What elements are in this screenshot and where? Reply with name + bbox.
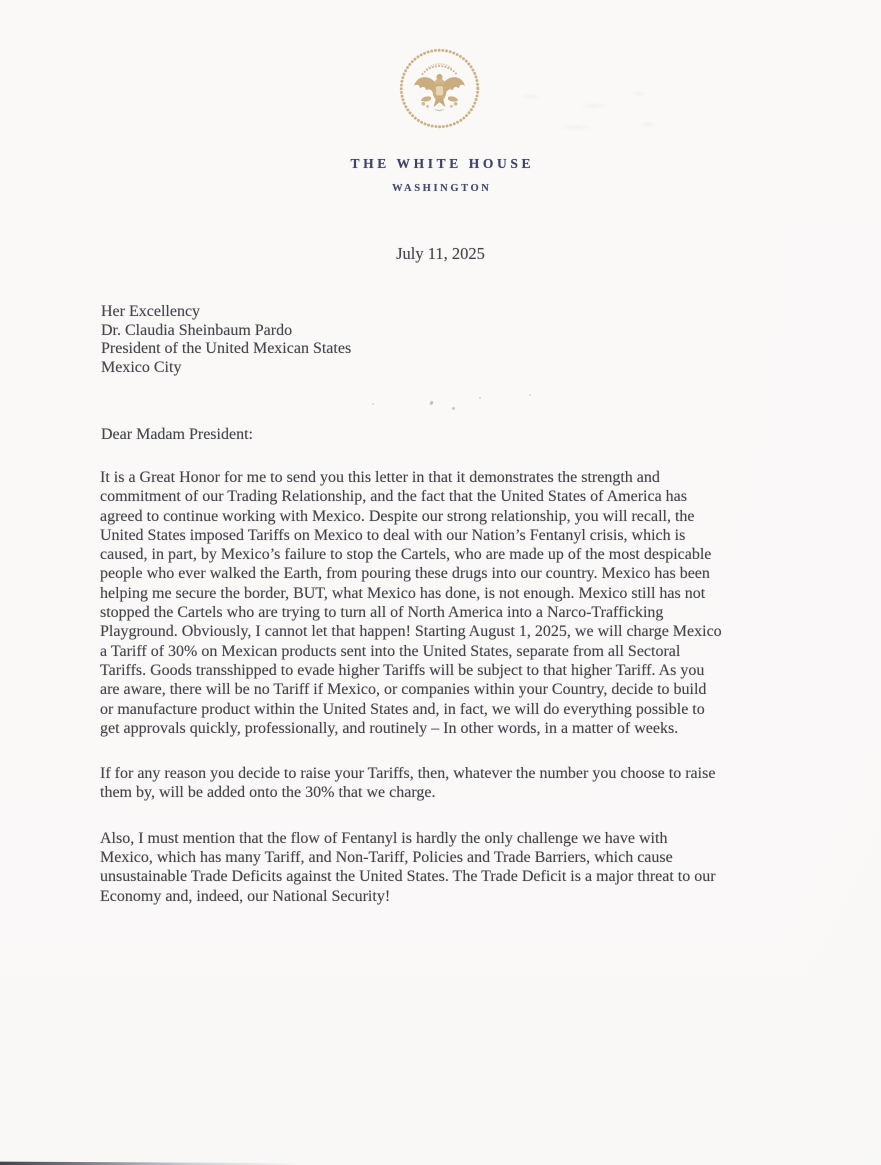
body-line: caused, in part, by Mexico’s failure to stop the Cartels, who are made up of the most despicable <box>100 546 712 564</box>
body-line: It is a Great Honor for me to send you this letter in that it demonstrates the strength and <box>100 469 660 486</box>
body-line: Playground. Obviously, I cannot let that happen! Starting August 1, 2025, we will charge Mexico <box>100 623 722 641</box>
recipient-line: Mexico City <box>101 358 182 376</box>
body-line: or manufacture product within the United States and, in fact, we will do everything possible to <box>100 700 705 718</box>
body-line: them by, will be added onto the 30% that we charge. <box>100 784 436 802</box>
body-line: stopped the Cartels who are trying to turn all of North America into a Narco-Trafficking <box>100 604 664 622</box>
scan-smudge <box>479 397 481 399</box>
recipient-line: Her Excellency <box>101 303 201 320</box>
recipient-block <box>101 303 351 377</box>
bleed-through-ghost <box>495 78 675 140</box>
letter-date: July 11, 2025 <box>396 244 485 263</box>
letterhead-subtitle: WASHINGTON <box>392 183 492 194</box>
body-line: are aware, there will be no Tariff if Mexico, or companies within your Country, decide to build <box>100 681 707 699</box>
body-line: unsustainable Trade Deficits against the United States. The Trade Deficit is a major threat to our <box>100 868 716 886</box>
letterhead-title: THE WHITE HOUSE <box>350 156 535 171</box>
body-line: Economy and, indeed, our National Security! <box>100 887 391 905</box>
body-line: United States imposed Tariffs on Mexico to deal with our Nation’s Fentanyl crisis, which is <box>100 526 686 544</box>
body-line: If for any reason you decide to raise your Tariffs, then, whatever the number you choose to raise <box>100 765 716 783</box>
body-line: a Tariff of 30% on Mexican products sent into the United States, separate from all Sectoral <box>100 642 681 660</box>
body-line: agreed to continue working with Mexico. Despite our strong relationship, you will recall, the <box>100 507 695 525</box>
body-paragraph <box>100 468 722 738</box>
scan-smudge <box>372 403 374 405</box>
scan-smudge <box>429 401 434 406</box>
body-line: get approvals quickly, professionally, and routinely – In other words, in a matter of weeks. <box>100 719 679 737</box>
scan-edge-shadow <box>0 1161 300 1165</box>
body-line: Also, I must mention that the flow of Fentanyl is hardly the only challenge we have with <box>100 829 668 847</box>
presidential-seal-icon <box>397 46 482 131</box>
body-line: Tariffs. Goods transshipped to evade higher Tariffs will be subject to that higher Tariff. As you <box>100 661 705 679</box>
scan-smudge <box>529 394 531 396</box>
recipient-line: Dr. Claudia Sheinbaum Pardo <box>101 321 293 339</box>
salutation: Dear Madam President: <box>101 426 253 443</box>
letter-body <box>100 468 722 932</box>
body-paragraph <box>100 829 722 906</box>
body-line: helping me secure the border, BUT, what Mexico has done, is not enough. Mexico still has not <box>100 584 706 602</box>
recipient-line: President of the United Mexican States <box>101 340 352 358</box>
scan-smudge <box>452 407 455 410</box>
body-line: Mexico, which has many Tariff, and Non-Tariff, Policies and Trade Barriers, which cause <box>100 849 673 867</box>
body-line: people who ever walked the Earth, from pouring these drugs into our country. Mexico has been <box>100 565 710 583</box>
body-paragraph <box>100 764 722 803</box>
body-line: commitment of our Trading Relationship, and the fact that the United States of America has <box>100 488 687 506</box>
